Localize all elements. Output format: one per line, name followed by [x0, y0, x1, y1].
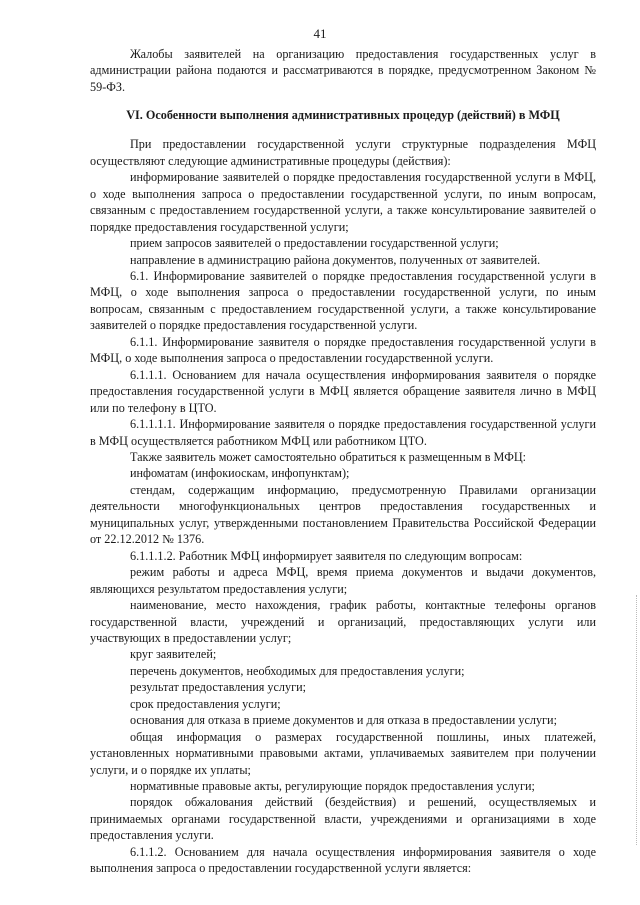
paragraph: направление в администрацию района документов, полученных от заявителей.	[130, 252, 541, 267]
section-heading: VI. Особенности выполнения административных процедур (действий) в МФЦ	[126, 108, 560, 123]
paragraph: режим работы и адреса МФЦ, время приема документов и выдачи документов, являющихся результатом предоставления услуги;	[90, 565, 596, 596]
paragraph: Также заявитель может самостоятельно обратиться к размещенным в МФЦ:	[130, 449, 527, 464]
paragraph: перечень документов, необходимых для предоставления услуги;	[130, 663, 465, 678]
page-number: 41	[313, 26, 327, 41]
paragraph: инфоматам (инфокиоскам, инфопунктам);	[130, 466, 350, 481]
paragraph: 6.1.1.2. Основанием для начала осуществления информирования заявителя о ходе выполнения запроса о предоставлении государственной услуги является:	[90, 844, 596, 876]
paragraph: 6.1.1.1. Основанием для начала осуществления информирования заявителя о порядке предоставления государственной услуги в МФЦ является обращение заявителя лично в МФЦ или по телефону в ЦТО.	[90, 367, 596, 415]
paragraph: 6.1.1. Информирование заявителя о порядке предоставления государственной услуги в МФЦ, о ходе выполнения запроса о предоставлении государственной услуги.	[90, 334, 596, 366]
document-body	[90, 46, 596, 877]
paragraph: наименование, место нахождения, график работы, контактные телефоны органов государственной власти, учреждений и организаций, предоставляющих услуги или участвующих в предоставлении услуг;	[90, 598, 596, 645]
paragraph: срок предоставления услуги;	[130, 696, 281, 711]
scan-margin-marks	[633, 595, 637, 845]
paragraph: круг заявителей;	[130, 647, 217, 662]
paragraph: нормативные правовые акты, регулирующие порядок предоставления услуги;	[130, 779, 535, 794]
paragraph: прием запросов заявителей о предоставлении государственной услуги;	[130, 236, 499, 251]
paragraph: При предоставлении государственной услуги структурные подразделения МФЦ осуществляют следующие административные процедуры (действия):	[90, 137, 596, 168]
paragraph: результат предоставления услуги;	[130, 680, 307, 695]
paragraph: Жалобы заявителей на организацию предоставления государственных услуг в администрации района подаются и рассматриваются в порядке, предусмотренном Законом № 59-ФЗ.	[90, 47, 596, 94]
paragraph: стендам, содержащим информацию, предусмотренную Правилами организации деятельности многофункциональных центров предоставления государственных и муниципальных услуг, утвержденными постановлением Правительства Российской Федерации от 22.12.2012 № 1376.	[90, 482, 596, 547]
paragraph: 6.1.1.1.1. Информирование заявителя о порядке предоставления государственной услуги в МФЦ осуществляется работником МФЦ или работником ЦТО.	[90, 417, 596, 448]
paragraph: порядок обжалования действий (бездействия) и решений, осуществляемых и принимаемых органами государственной власти, учреждениями и организациями в ходе предоставления услуги.	[90, 795, 596, 843]
paragraph: 6.1. Информирование заявителей о порядке предоставления государственной услуги в МФЦ, о ходе выполнения запроса о предоставлении государственной услуги, по иным вопросам, связанным с предоставлением государственной услуги, а также консультирование заявителей о порядке предоставления государственной услуги.	[90, 268, 596, 333]
paragraph: 6.1.1.1.2. Работник МФЦ информирует заявителя по следующим вопросам:	[130, 548, 523, 563]
paragraph: основания для отказа в приеме документов и для отказа в предоставлении услуги;	[130, 713, 557, 728]
paragraph: информирование заявителей о порядке предоставления государственной услуги в МФЦ, о ходе выполнения запроса о предоставлении государственной услуги, по иным вопросам, связанным с предоставлением государственной услуги, а также консультирование заявителей о порядке предоставления государственной услуги;	[90, 170, 596, 234]
paragraph: общая информация о размерах государственной пошлины, иных платежей, установленных нормативными правовыми актами, уплачиваемых заявителем при получении услуги, и о порядке их уплаты;	[90, 729, 596, 777]
